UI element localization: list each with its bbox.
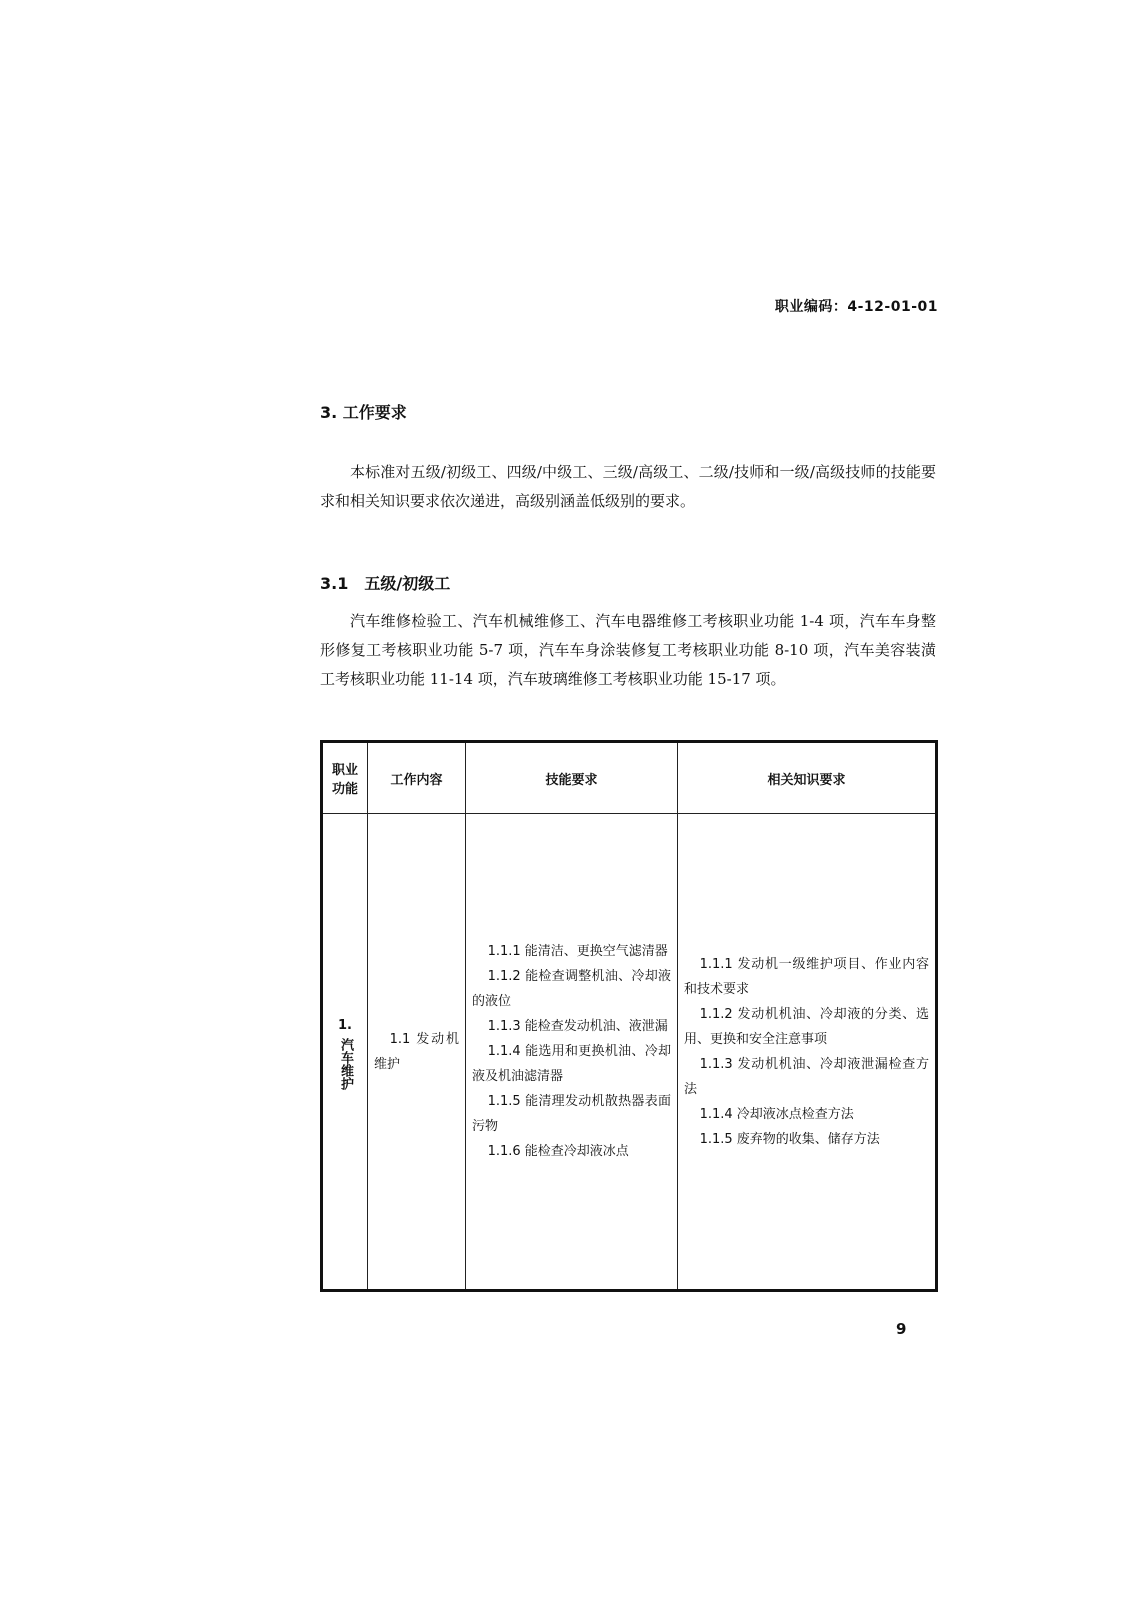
subsection-title: 3.1 五级/初级工 xyxy=(320,574,451,593)
knowledge-item: 1.1.4 冷却液冰点检查方法 xyxy=(699,1106,854,1122)
header-work-content: 工作内容 xyxy=(368,742,466,814)
table-header-row xyxy=(322,742,937,814)
skills-cell xyxy=(466,814,678,1291)
function-name: 汽车维护 xyxy=(338,1038,353,1090)
function-number: 1. xyxy=(338,1018,352,1033)
skill-item: 1.1.3 能检查发动机油、液泄漏 xyxy=(487,1019,668,1034)
occupation-code: 职业编码：4-12-01-01 xyxy=(774,299,938,315)
header-skill-requirements: 技能要求 xyxy=(466,742,678,814)
table-row xyxy=(322,814,937,1291)
work-content-cell xyxy=(368,814,466,1291)
skill-item: 1.1.6 能检查冷却液冰点 xyxy=(487,1144,629,1159)
header-knowledge-requirements: 相关知识要求 xyxy=(678,742,937,814)
knowledge-item: 1.1.1 发动机一级维护项目、作业内容和技术要求 xyxy=(684,956,929,997)
knowledge-item: 1.1.2 发动机机油、冷却液的分类、选用、更换和安全注意事项 xyxy=(684,1006,929,1047)
knowledge-item: 1.1.3 发动机机油、冷却液泄漏检查方法 xyxy=(684,1056,929,1097)
header-function: 职业功能 xyxy=(322,742,368,814)
function-cell xyxy=(322,814,368,1291)
knowledge-item: 1.1.5 废弃物的收集、储存方法 xyxy=(699,1131,880,1147)
section-intro-paragraph: 本标准对五级/初级工、四级/中级工、三级/高级工、二级/技师和一级/高级技师的技能要求和相关知识要求依次递进，高级别涵盖低级别的要求。 xyxy=(320,463,936,510)
work-requirements-table xyxy=(320,740,938,1292)
page-number: 9 xyxy=(896,1320,907,1338)
section-title: 3. 工作要求 xyxy=(320,403,407,422)
work-content-text: 1.1 发动机维护 xyxy=(374,1031,459,1072)
subsection-paragraph: 汽车维修检验工、汽车机械维修工、汽车电器维修工考核职业功能 1-4 项，汽车车身整形修复工考核职业功能 5-7 项，汽车车身涂装修复工考核职业功能 8-10 项，汽车美容装潢工考核职业功能 11-14 项，汽车玻璃维修工考核职业功能 15-17 项。 xyxy=(320,612,936,688)
skill-item: 1.1.5 能清理发动机散热器表面污物 xyxy=(472,1094,671,1134)
knowledge-cell xyxy=(678,814,937,1291)
skill-item: 1.1.2 能检查调整机油、冷却液的液位 xyxy=(472,969,671,1009)
skill-item: 1.1.4 能选用和更换机油、冷却液及机油滤清器 xyxy=(472,1044,671,1084)
skill-item: 1.1.1 能清洁、更换空气滤清器 xyxy=(487,944,668,959)
